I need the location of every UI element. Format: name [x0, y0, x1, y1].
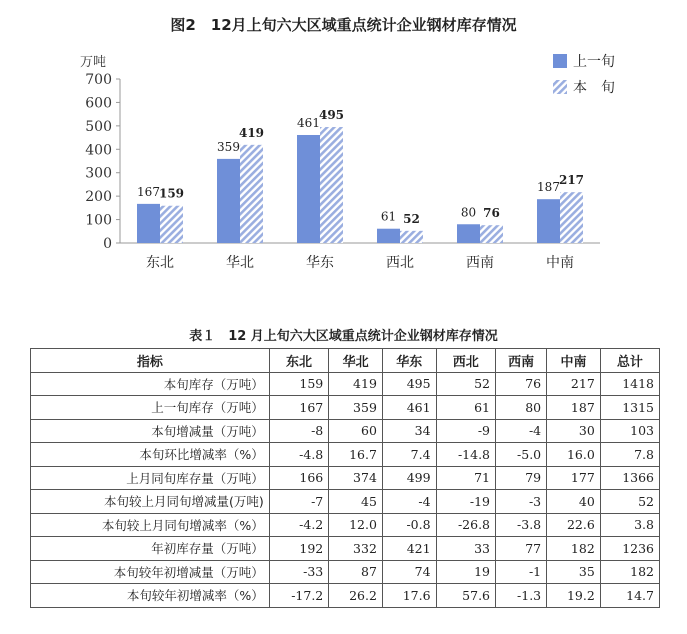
- table-cell: 495: [382, 372, 436, 396]
- bar-curr: [480, 225, 503, 243]
- table-cell: -5.0: [496, 443, 547, 467]
- table-row: [31, 372, 660, 396]
- data-label: 187: [537, 180, 560, 195]
- x-tick-label: 东北: [146, 255, 174, 271]
- data-label: 217: [558, 173, 585, 188]
- table-cell: 159: [269, 372, 328, 396]
- table-cell: 17.6: [382, 584, 436, 608]
- row-label: 本旬环比增减率（%）: [31, 443, 270, 467]
- y-tick-label: 200: [85, 189, 112, 206]
- table-cell: 19.2: [547, 584, 601, 608]
- table-cell: 71: [436, 466, 495, 490]
- table-cell: 187: [547, 396, 601, 420]
- table-cell: 16.0: [547, 443, 601, 467]
- table-cell: 103: [600, 419, 659, 443]
- table-row: [31, 490, 660, 514]
- bar-curr: [240, 145, 263, 243]
- table-cell: 87: [329, 560, 383, 584]
- table-cell: -1.3: [496, 584, 547, 608]
- table-cell: -14.8: [436, 443, 495, 467]
- table-cell: 3.8: [600, 513, 659, 537]
- header-region: 西南: [496, 349, 547, 373]
- legend-swatch: [553, 80, 567, 94]
- table-cell: 182: [547, 537, 601, 561]
- table-cell: 1315: [600, 396, 659, 420]
- header-region: 中南: [547, 349, 601, 373]
- data-label: 52: [403, 211, 420, 226]
- table-cell: 52: [600, 490, 659, 514]
- bar-curr: [160, 206, 183, 243]
- y-axis-label: 万吨: [80, 55, 107, 70]
- table-cell: 76: [496, 372, 547, 396]
- table-cell: 61: [436, 396, 495, 420]
- table-cell: 167: [269, 396, 328, 420]
- bar-prev: [217, 159, 240, 243]
- table-cell: 419: [329, 372, 383, 396]
- bar-chart-svg: [0, 0, 687, 300]
- table-cell: 57.6: [436, 584, 495, 608]
- table-cell: 1236: [600, 537, 659, 561]
- y-tick-label: 400: [85, 142, 112, 159]
- table-cell: -3.8: [496, 513, 547, 537]
- table-row: [31, 560, 660, 584]
- table-cell: 1418: [600, 372, 659, 396]
- data-label: 76: [483, 206, 500, 221]
- table-cell: 12.0: [329, 513, 383, 537]
- table-cell: 359: [329, 396, 383, 420]
- table-cell: 16.7: [329, 443, 383, 467]
- bar-prev: [537, 199, 560, 243]
- row-label: 本旬较年初增减量（万吨）: [31, 560, 270, 584]
- header-region: 东北: [269, 349, 328, 373]
- table-cell: 79: [496, 466, 547, 490]
- legend-label: 上一旬: [573, 54, 615, 70]
- table-cell: 217: [547, 372, 601, 396]
- table-cell: -0.8: [382, 513, 436, 537]
- data-label: 167: [137, 184, 160, 199]
- table-cell: 7.8: [600, 443, 659, 467]
- table-cell: 60: [329, 419, 383, 443]
- data-label: 419: [238, 125, 265, 140]
- table-cell: 182: [600, 560, 659, 584]
- table-cell: -4: [496, 419, 547, 443]
- inventory-chart: [0, 0, 687, 300]
- row-label: 本旬库存（万吨）: [31, 372, 270, 396]
- table-cell: 74: [382, 560, 436, 584]
- y-tick-label: 700: [85, 72, 112, 88]
- bar-prev: [457, 224, 480, 243]
- table-cell: 192: [269, 537, 328, 561]
- table-cell: 34: [382, 419, 436, 443]
- data-label: 495: [318, 108, 345, 123]
- data-label: 61: [380, 209, 397, 224]
- table-cell: 40: [547, 490, 601, 514]
- y-tick-label: 0: [103, 236, 112, 252]
- table-cell: -4: [382, 490, 436, 514]
- table-cell: -8: [269, 419, 328, 443]
- table-cell: -17.2: [269, 584, 328, 608]
- bar-curr: [400, 231, 423, 243]
- legend-label: 本 旬: [573, 80, 615, 96]
- data-label: 359: [217, 139, 240, 154]
- row-label: 上一旬库存（万吨）: [31, 396, 270, 420]
- table-cell: -26.8: [436, 513, 495, 537]
- table-cell: 26.2: [329, 584, 383, 608]
- bar-curr: [320, 127, 343, 243]
- table-cell: 35: [547, 560, 601, 584]
- header-region: 西北: [436, 349, 495, 373]
- bar-curr: [560, 192, 583, 243]
- table-cell: 19: [436, 560, 495, 584]
- table-cell: 421: [382, 537, 436, 561]
- header-region: 华东: [382, 349, 436, 373]
- table-cell: 374: [329, 466, 383, 490]
- data-label: 159: [158, 186, 185, 201]
- table-header-row: [31, 349, 660, 373]
- header-region: 总计: [600, 349, 659, 373]
- x-tick-label: 华东: [306, 255, 334, 271]
- table-row: [31, 466, 660, 490]
- table-row: [31, 396, 660, 420]
- row-label: 本旬较年初增减率（%）: [31, 584, 270, 608]
- header-region: 华北: [329, 349, 383, 373]
- data-label: 80: [460, 205, 477, 220]
- y-tick-label: 600: [85, 95, 112, 112]
- table-row: [31, 443, 660, 467]
- table-cell: -9: [436, 419, 495, 443]
- table-cell: 77: [496, 537, 547, 561]
- table-row: [31, 584, 660, 608]
- y-tick-label: 300: [85, 165, 112, 182]
- table-row: [31, 513, 660, 537]
- table-cell: 177: [547, 466, 601, 490]
- bar-prev: [137, 204, 160, 243]
- y-tick-label: 100: [85, 212, 112, 229]
- table-cell: 30: [547, 419, 601, 443]
- table-cell: -4.2: [269, 513, 328, 537]
- bar-prev: [297, 135, 320, 243]
- x-tick-label: 华北: [226, 255, 254, 271]
- table-cell: 45: [329, 490, 383, 514]
- table-cell: -3: [496, 490, 547, 514]
- bar-prev: [377, 229, 400, 243]
- table-cell: -1: [496, 560, 547, 584]
- y-tick-label: 500: [85, 118, 112, 135]
- legend-swatch: [553, 54, 567, 68]
- table-row: [31, 419, 660, 443]
- x-tick-label: 西南: [466, 255, 494, 271]
- table-cell: 1366: [600, 466, 659, 490]
- table-cell: -7: [269, 490, 328, 514]
- row-label: 上月同旬库存量（万吨）: [31, 466, 270, 490]
- table-cell: 80: [496, 396, 547, 420]
- row-label: 本旬较上月同旬增减量(万吨): [31, 490, 270, 514]
- x-tick-label: 中南: [546, 255, 574, 271]
- table-cell: 33: [436, 537, 495, 561]
- row-label: 本旬增减量（万吨）: [31, 419, 270, 443]
- table-cell: 52: [436, 372, 495, 396]
- table-cell: 332: [329, 537, 383, 561]
- table-cell: 22.6: [547, 513, 601, 537]
- table-cell: -33: [269, 560, 328, 584]
- table-title: 表１ 12 月上旬六大区域重点统计企业钢材库存情况: [189, 329, 498, 344]
- data-label: 461: [297, 115, 320, 130]
- table-cell: 7.4: [382, 443, 436, 467]
- inventory-table: [30, 348, 660, 608]
- table-cell: -4.8: [269, 443, 328, 467]
- table-row: [31, 537, 660, 561]
- header-indicator: 指标: [31, 349, 270, 373]
- table-cell: 166: [269, 466, 328, 490]
- table-cell: -19: [436, 490, 495, 514]
- table-cell: 461: [382, 396, 436, 420]
- x-tick-label: 西北: [386, 255, 414, 271]
- table-cell: 14.7: [600, 584, 659, 608]
- table-cell: 499: [382, 466, 436, 490]
- row-label: 年初库存量（万吨）: [31, 537, 270, 561]
- chart-title: 图2 12月上旬六大区域重点统计企业钢材库存情况: [170, 16, 517, 34]
- row-label: 本旬较上月同旬增减率（%）: [31, 513, 270, 537]
